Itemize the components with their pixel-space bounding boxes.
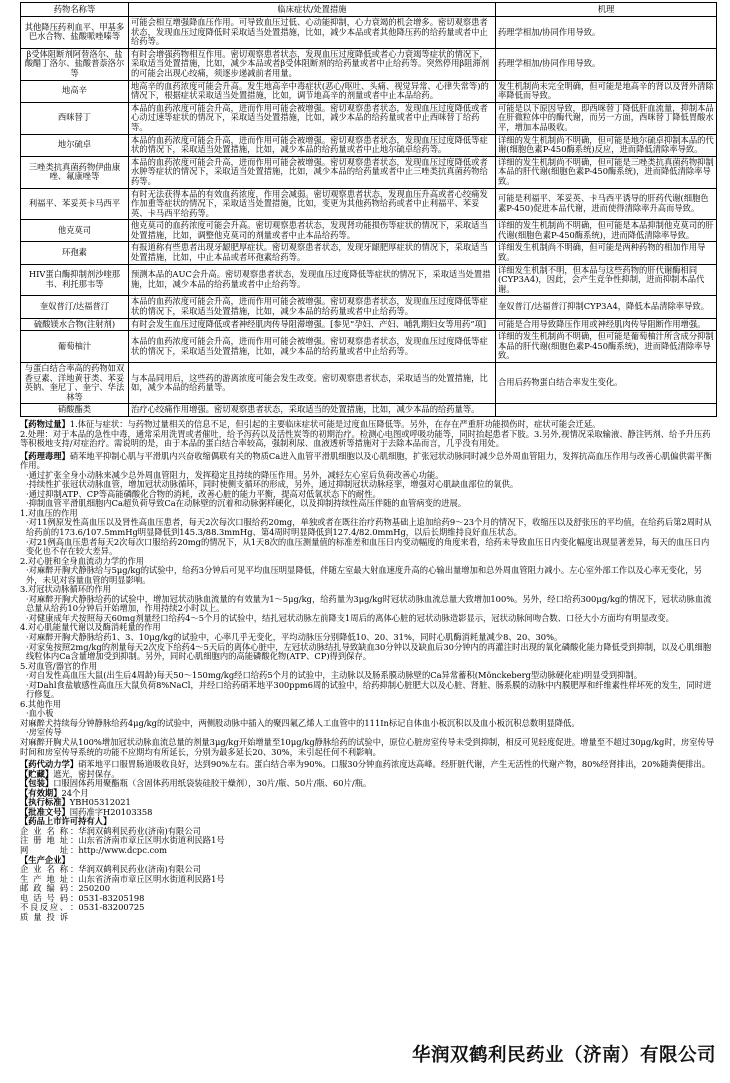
table-header-row <box>21 3 717 17</box>
approval-title: 【批准文号】 <box>20 806 70 817</box>
info-field-label: 电话号码 <box>20 892 68 903</box>
info-field-separator: ： <box>70 883 79 894</box>
info-field-label: 网 址 <box>20 845 68 856</box>
measures-cell: 治疗心绞痛作用增强。密切观察患者状态，采取适当的处置措施，比如，减少本品的给药量等。 <box>129 404 496 417</box>
table-row <box>21 188 717 220</box>
info-field-value: 0531-83205198 <box>78 892 145 903</box>
table-row <box>21 102 717 134</box>
pharmacology-section <box>20 452 716 758</box>
drug-name-cell: 其他降压药利血平、甲基多巴水合物、盐酸哌唑嗪等 <box>21 17 129 49</box>
mechanism-cell <box>496 404 717 417</box>
table-row <box>21 80 717 102</box>
info-field-value: 华润双鹤利民药业(济南)有限公司 <box>78 825 201 836</box>
mechanism-cell: 发生机制尚未完全明确，但可能是地高辛的肾以及肾外清除率降低而导致。 <box>496 80 717 102</box>
paragraph: ·对麻醉开胸犬静脉给药1、3、10μg/kg的试验中，心率几乎无变化，平均动脉压分别降低10、20、31%，同时心肌酶消耗量减少8、20、30%。 <box>26 632 563 642</box>
info-field-value: http://www.dcpc.com <box>78 845 168 856</box>
col-header-measures: 临床症状/处置措施 <box>129 3 496 17</box>
measures-cell: 有时会发生血压过度降低或者神经肌肉传导阻滞增强。[参见“孕妇、产妇、哺乳期妇女等用药”项] <box>129 318 496 331</box>
paragraph: 对麻醉犬持续每分钟静脉给药4μg/kg的试验中，两侧股动脉中插入的聚四氟乙烯人工血管中的111In标记自体血小板沉积以及血小板沉积总数明显降低。 <box>20 717 580 728</box>
table-row <box>21 318 717 331</box>
mechanism-cell: 详细发生机制尚不明确，但可能是两种药物的相加作用导致。 <box>496 242 717 264</box>
pk-title: 【药代动力学】 <box>20 759 79 770</box>
measures-cell: 预测本品的AUC会升高。密切观察患者状态，发现血压过度降低等症状的情况下，采取适当处置措施，比如，减少本品的给药量或者中止给药等。 <box>129 264 496 296</box>
info-field-value: 山东省济南市章丘区明水街道利民路1号 <box>78 835 225 846</box>
drug-name-cell: 环孢素 <box>21 242 129 264</box>
mechanism-cell: 详细的发生机制尚不明确，但可能是葡萄柚汁所含成分抑制本品的肝代谢(细胞色素P-450酶系统)，进而降低清除率导致。 <box>496 331 717 363</box>
info-field-separator: ： <box>70 892 79 903</box>
subsection-title: 2.对心脏和全身血流动力学的作用 <box>20 555 145 566</box>
drug-name-cell: 地尔硫卓 <box>21 134 129 156</box>
measures-cell: 本品的血药浓度可能会升高，进而作用可能会被增强。密切观察患者状态，发现血压过度降低或者心动过速等症状的情况下，采取适当处置措施，比如，减少本品的给药量或者中止西咪替丁给药等。 <box>129 102 496 134</box>
measures-cell: 本品的血药浓度可能会升高，进而作用可能会被增强。密切观察患者状态，发现血压过度降低等症状的情况下，采取适当处置措施，比如，减少本品的给药量或者中止给药等。 <box>129 331 496 363</box>
measures-cell: 有时会增强药物相互作用。密切观察患者状态，发现血压过度降低或者心力衰竭等症状的情况下，采取适当处置措施，比如，减少本品或者β受体阻断剂的给药量或者中止给药等。突然停用β阻滞剂的可能会出现心绞痛，须逐步递减前者用量。 <box>129 48 496 80</box>
mechanism-cell: 合用后药物蛋白结合率发生变化。 <box>496 363 717 404</box>
drug-name-cell: 地高辛 <box>21 80 129 102</box>
subsection-title: 4.对心肌能量代谢以及酶消耗量的作用 <box>20 622 161 633</box>
manufacturer-title: 【生产企业】 <box>20 854 70 865</box>
measures-cell: 他克莫司的血药浓度可能会升高。密切观察患者状态，发现肾功能损伤等症状的情况下，采取适当处置措施，比如，调整他克莫司的剂量或者中止本品给药等。 <box>129 220 496 242</box>
drug-interaction-table <box>20 2 717 417</box>
product-info-section <box>20 760 716 922</box>
storage-body: 遮光，密封保存。 <box>53 768 120 779</box>
mechanism-cell: 可能是利福平、苯妥英、卡马西平诱导的肝药代谢(细胞色素P-450)促进本品代谢，进而使得清除率升高而导致。 <box>496 188 717 220</box>
measures-cell: 有时无法获得本品的有效血药浓度，作用会减弱。密切观察患者状态，发现血压升高或者心绞痛发作加重等症状的情况下，采取适当处置措施，比如，变更为其他药物给药或者中止利福平、苯妥英、卡马西平给药等。 <box>129 188 496 220</box>
paragraph: ·对麻醉开胸犬静脉给药的试验中，增加冠状动脉血流量的有效量为1～5μg/kg，给药量为3μg/kg时冠状动脉血流总量大致增加100%。另外，经口给药300μg/kg的情况下，冠状动脉血流总量从给药10分钟后开始增加，作用持续2小时以上。 <box>26 593 712 614</box>
package-title: 【包装】 <box>20 778 54 789</box>
mechanism-cell: 可能是合用导致降压作用或神经肌肉传导阻断作用增强。 <box>496 318 717 331</box>
paragraph: ·对Dahl食盐敏感性高血压大鼠负荷8%NaCl，并经口给药硝苯地平300ppm6周的试验中，给药抑制心脏肥大以及心脏、肾脏、肠系膜的动脉中内膜肥厚和纤维素性样坏死的发生，同时进行修复。 <box>26 679 712 700</box>
info-field-value: 华润双鹤利民药业(济南)有限公司 <box>78 864 201 875</box>
info-field <box>20 846 716 856</box>
mechanism-cell: 详细的发生机制尚不明确，但可能是地尔硫卓抑制本品的代谢(细胞色素P-450酶系统)反应，进而降低清除率导致。 <box>496 134 717 156</box>
drug-name-cell: 葡萄柚汁 <box>21 331 129 363</box>
info-field-separator: ： <box>70 835 79 846</box>
mechanism-cell: 奎奴普汀/达福普汀抑制CYP3A4，降低本品清除率导致。 <box>496 296 717 318</box>
drug-name-cell: 奎奴普汀/达福普汀 <box>21 296 129 318</box>
paragraph: ·对11例原发性高血压以及肾性高血压患者，每天2次每次口服给药20mg，单独或者在既往治疗药物基础上追加给药9～23个月的情况下，收缩压以及舒张压的平均值，在给药后第2周时从给药前的173.6/107.5mmHg明显降低到145.3/88.3mmHg、第4周时明显降低到127.4/82.0mmHg，以后长期维持良好血压状态。 <box>26 517 712 537</box>
table-row <box>21 17 717 49</box>
paragraph: ·对健康成年犬按照每天60mg剂量经口给药4～5个月的试验中，结扎冠状动脉左前降支1周后的离体心脏的冠状动脉造影显示，冠状动脉间吻合数、口径大小方面均有明显改变。 <box>26 612 674 623</box>
drug-name-cell: 硝酸酯类 <box>21 404 129 417</box>
info-field-label: 生产地址 <box>20 873 68 884</box>
subsection-subtitle: ·房室传导 <box>26 727 62 738</box>
subsection-subtitle: ·血小板 <box>26 708 54 719</box>
subsection-title: 6.其他作用 <box>20 698 62 709</box>
info-field-label: 企业名称 <box>20 864 68 875</box>
approval-body: 国药准字H20103358 <box>69 806 153 817</box>
table-row <box>21 134 717 156</box>
pharmacology-intro: 硝苯地平抑制心肌与平滑肌内兴奋收缩偶联有关的物质Ca进入血管平滑肌细胞以及心肌细胞，扩张冠状动脉同时减少总外周血管阻力，发挥抗高血压作用与改善心肌偏供需平衡作用。 <box>20 450 712 471</box>
info-field-value: 山东省济南市章丘区明水街道利民路1号 <box>78 873 225 884</box>
subsection-title: 1.对血压的作用 <box>20 507 78 518</box>
pharm-bullet: ·抑制血管平滑肌细胞内Ca超负荷导致Ca在动脉壁的沉着和动脉粥样硬化，以及抑制持续性高压伴随的血管病变的进展。 <box>26 498 467 509</box>
overdose-body: 1.体征与症状：与药物过量相关的信息不足，但引起的主要临床症状可能是过度血压降低等。另外，在存在严重肝功能损伤时，症状可能会迁延。 <box>69 418 601 429</box>
drug-name-cell: 硫酸镁水合物(注射剂) <box>21 318 129 331</box>
table-row <box>21 404 717 417</box>
package-insert-page <box>20 2 716 922</box>
table-row <box>21 242 717 264</box>
drug-name-cell: HIV蛋白酶抑制剂沙喹那韦、利托那韦等 <box>21 264 129 296</box>
package-body: 口服固体药用聚酯瓶（含固体药用纸袋装硅胶干燥剂），30片/瓶、50片/瓶、60片/瓶。 <box>53 778 372 789</box>
info-field <box>20 875 716 885</box>
validity-body: 24个月 <box>61 787 89 798</box>
subsection-title: 3.对冠状动脉循环的作用 <box>20 584 111 595</box>
pk-body: 硝苯地平口服胃肠道吸收良好，达到90%左右。蛋白结合率为90%。口服30分钟血药浓度达高峰。经肝脏代谢，产生无活性的代谢产物，80%经肾排出，20%随粪便排出。 <box>78 759 711 770</box>
pharm-bullet: ·通过抑制ATP、CP等高能磷酸化合物的消耗，改善心脏的能力平衡，提高对低氧状态下的耐性。 <box>26 488 381 499</box>
mechanism-cell: 药理学相加/协同作用导致。 <box>496 48 717 80</box>
pharmacology-title: 【药理毒理】 <box>20 450 70 461</box>
table-row <box>21 363 717 404</box>
overdose-treatment: 2.处理：对于本品的急性中毒，通常采用洗胃或者催吐，给予泻药以及活性炭等的初期治疗。检测心电图或呼吸功能等，同时抬起患者下肢。3.另外,视情况采取输液、静注钙剂、给予升压药等积极地支持/对症治疗。需说明的是，由于本品的蛋白结合率较高，强制利尿、血液透析等措施对于去除本品而言，几乎没有用处。 <box>20 428 711 449</box>
overdose-title: 【药物过量】 <box>20 418 70 429</box>
info-field-label: 邮政编码 <box>20 883 68 894</box>
table-row <box>21 296 717 318</box>
paragraph: ·对家兔按照2mg/kg的剂量每天2次皮下给药4～5天后的离体心脏中，左冠状动脉结扎导致缺血30分钟以及缺血后30分钟内的再灌注时出现的氧化磷酸化能力降低受到抑制，以及心肌细胞线粒体内Ca含量增加受到抑制。另外，同时心肌细胞内的高能磷酸化物(ATP、CP)得到保存。 <box>26 641 712 662</box>
paragraph: 对麻醉开胸犬从100%增加冠状动脉血流总量的剂量3μg/kg开始增量至10μg/kg静脉给药的试验中，原位心脏房室传导未受到抑制，相反可见轻度促进。增量至不超过30μg/kg时，房室传导时间和房室传导系统的功能不应期均有所延长，分别为最多延长20、30%，未引起任何不利影响。 <box>20 737 715 757</box>
paragraph: ·对21例高血压患者每天2次每次口服给药20mg的情况下，从1天8次的血压测量值的标准差和血压日内变动幅度的角度来看，给药未导致血压日内变化幅度出现显著差异，每天的血压日内变化也不存在较大差异。 <box>26 536 710 557</box>
table-row <box>21 220 717 242</box>
info-field-label: 不良反应、质量投诉 <box>20 902 68 922</box>
mechanism-cell: 可能是以下原因导致，即西咪替丁降低肝血流量，抑制本品在肝微粒体中的酶代谢，而另一方面，西咪替丁降低胃酸水平，增加本品吸收。 <box>496 102 717 134</box>
info-field-value: 250200 <box>78 883 110 894</box>
paragraph: ·对麻醉开胸犬静脉给与5μg/kg的试验中，给药3分钟后可见平均血压明显降低，伴随左室最大射血速度升高的心输出量增加和总外周血管阻力减小。左心室外部工作以及心率无变化，另外，未见对容量血管的明显影响。 <box>26 565 702 585</box>
drug-name-cell: 利福平、苯妥英卡马西平 <box>21 188 129 220</box>
mechanism-cell: 药理学相加/协同作用导致。 <box>496 17 717 49</box>
info-field-separator: ： <box>70 825 79 836</box>
info-field-value: 0531-83200725 <box>78 902 145 913</box>
storage-title: 【贮藏】 <box>20 768 54 779</box>
measures-cell: 可能会相互增强降血压作用。可导致血压过低、心动能抑制，心力衰竭的机会增多。密切观察患者状态，发现血压过度降低时采取适当处置措施，比如，减少本品或者其他降压药的给药量或者中止给药等。 <box>129 17 496 49</box>
info-field-label: 企业名称 <box>20 825 68 836</box>
mechanism-cell: 详细的发生机制尚不明确，但可能是三唑类抗真菌药物抑制本品的肝代谢(细胞色素P-450酶系统)，进而降低清除率导致。 <box>496 156 717 188</box>
drug-name-cell: 西咪替丁 <box>21 102 129 134</box>
pharm-bullet: ·持续性扩张冠状动脉血管，增加冠状动脉循环，同时使侧支循环的形成，另外，通过抑制冠状动脉痉挛，增强对心肌缺血部位的氧供。 <box>26 479 519 490</box>
col-header-mechanism: 机理 <box>496 3 717 17</box>
col-header-drug: 药物名称等 <box>21 3 129 17</box>
info-field <box>20 903 716 922</box>
table-row <box>21 156 717 188</box>
drug-name-cell: 他克莫司 <box>21 220 129 242</box>
info-field-separator: ： <box>70 873 79 884</box>
mah-title: 【药品上市许可持有人】 <box>20 816 112 827</box>
info-field-separator: ： <box>70 902 79 913</box>
measures-cell: 地高辛的血药浓度可能会升高。发生地高辛中毒症状(恶心/呕吐、头痛、视觉异常、心律失常等)的情况下，根据症状采取适当处置措施，比如，调节地高辛的剂量或者中止本品给药。 <box>129 80 496 102</box>
info-field-separator: ： <box>70 864 79 875</box>
validity-title: 【有效期】 <box>20 787 62 798</box>
info-field-label: 注册地址 <box>20 835 68 846</box>
company-name-footer: 华润双鹤利民药业（济南）有限公司 <box>411 1045 716 1066</box>
table-row <box>21 264 717 296</box>
pharm-bullet: ·通过扩张全身小动脉来减少总外周血管阻力，发挥稳定且持续的降压作用。另外，减轻左心室后负荷改善心功能。 <box>26 469 444 480</box>
drug-name-cell: β受体阻断剂阿替洛尔、盐酸醋丁洛尔、盐酸普萘洛尔等 <box>21 48 129 80</box>
paragraph: ·对自发性高血压大鼠(出生后4周龄)每天50～150mg/kg经口给药5个月的试验中，主动脉以及肠系膜动脉壁的Ca异常蓄积(Mönckeberg型动脉硬化症)明显受到抑制。 <box>26 670 642 681</box>
overdose-section <box>20 420 716 449</box>
mechanism-cell: 详细发生机制不明，但本品与这些药物的肝代谢酶相同(CYP3A4)，因此，会产生竞争性抑制，进而抑制本品代谢。 <box>496 264 717 296</box>
mechanism-cell: 详细的发生机制尚不明确，但可能是本品抑制他克莫司的肝代谢(细胞色素P-450酶系统)，进而降低清除率导致。 <box>496 220 717 242</box>
manufacturer-list <box>20 865 716 922</box>
measures-cell: 有报道称有些患者出现牙龈肥厚症状。密切观察患者状态，发现牙龈肥厚症状的情况下，采取适当处置措施，比如，中止本品或者环孢素给药等。 <box>129 242 496 264</box>
standard-body: YBH05312021 <box>69 797 131 808</box>
subsection-title: 5.对血管/器官的作用 <box>20 660 98 671</box>
measures-cell: 与本品同用后，这些药的游离浓度可能会发生改变。密切观察患者状态，采取适当的处置措施，比如，减少本品的给药量等。 <box>129 363 496 404</box>
drug-name-cell: 三唑类抗真菌药物伊曲康唑、氟康唑等 <box>21 156 129 188</box>
table-row <box>21 48 717 80</box>
mah-list <box>20 827 716 856</box>
info-field-separator: ： <box>70 845 79 856</box>
standard-title: 【执行标准】 <box>20 797 70 808</box>
measures-cell: 本品的血药浓度可能会升高，进而作用可能会被增强。密切观察患者状态，发现血压过度降低或者水肿等症状的情况下，采取适当处置措施，比如，减少本品的给药量或者中止三唑类抗真菌药物给药等。 <box>129 156 496 188</box>
measures-cell: 本品的血药浓度可能会升高，进而作用可能会被增强。密切观察患者状态，发现血压过度降低等症状的情况下，采取适当处置措施，比如，减少本品的给药量或者中止给药等。 <box>129 296 496 318</box>
drug-name-cell: 与蛋白结合率高的药物如双香豆素、洋地黄苷类、苯妥英钠、奎尼丁、奎宁、华法林等 <box>21 363 129 404</box>
table-row <box>21 331 717 363</box>
measures-cell: 本品的血药浓度可能会升高，进而作用可能会被增强。密切观察患者状态，发现血压过度降低等症状的情况下，采取适当处置措施，比如，减少本品的给药量或者中止地尔硫卓给药等。 <box>129 134 496 156</box>
